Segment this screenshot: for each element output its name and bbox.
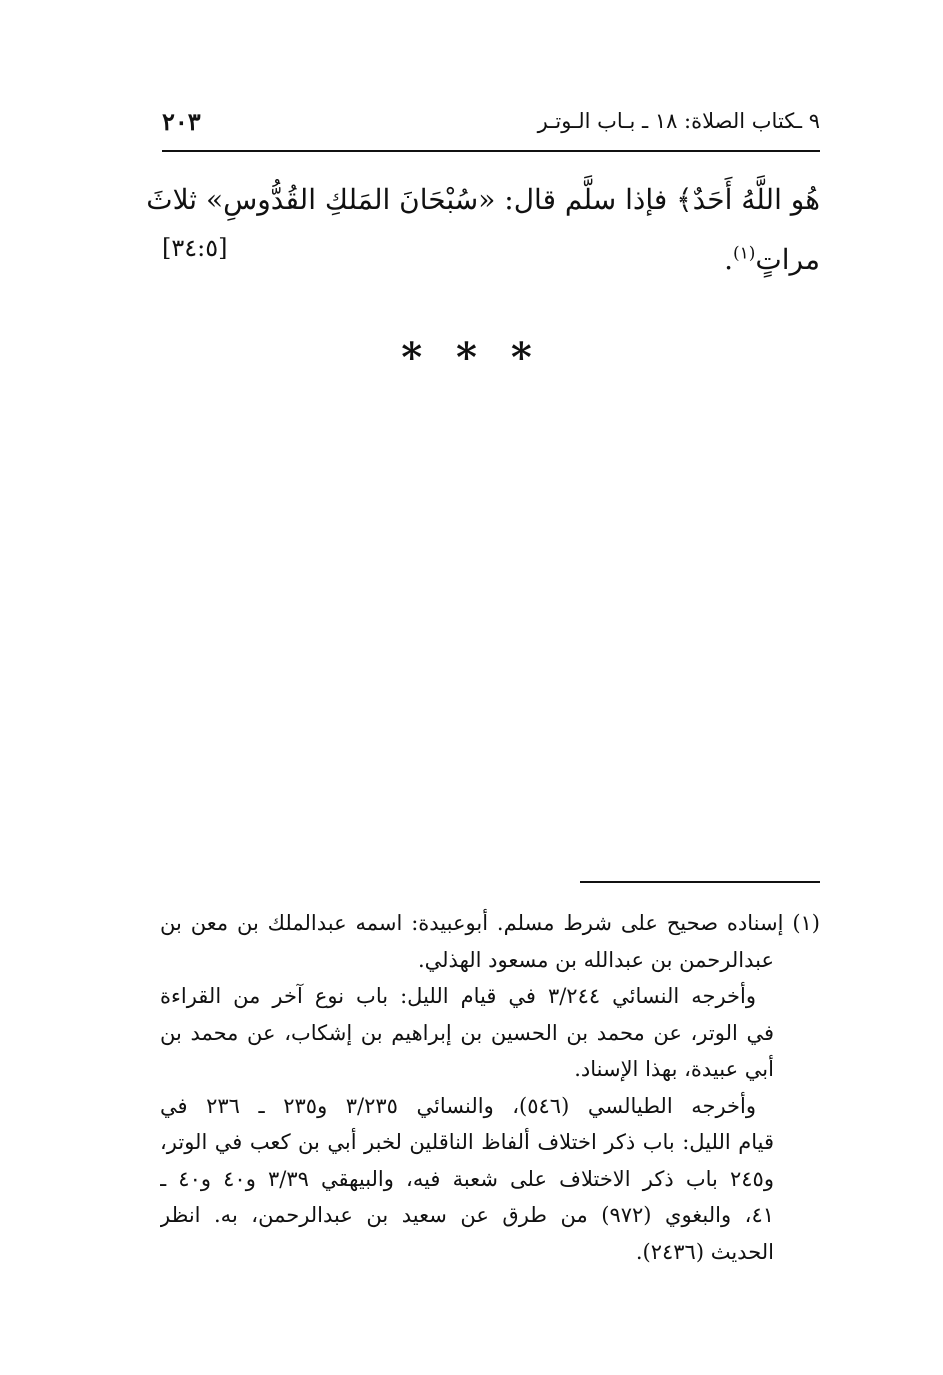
- main-text-word: مراتٍ: [755, 243, 820, 276]
- page-header: [162, 104, 820, 138]
- main-text-period: .: [724, 243, 733, 276]
- footnote-line: في الوتر، عن محمد بن الحسين بن إبراهيم بن إشكاب، عن محمد بن: [160, 1020, 774, 1045]
- running-head: ٩ ـكتاب الصلاة: ١٨ ـ بـاب الـوتـر: [537, 109, 820, 133]
- hadith-reference: [٣٤:٥]: [162, 234, 228, 262]
- footnotes: [160, 905, 820, 1270]
- footnote-rule: [580, 881, 820, 883]
- footnote-line: عبدالرحمن بن عبدالله بن مسعود الهذلي.: [417, 947, 774, 972]
- section-separator: * * *: [401, 334, 542, 381]
- main-text-line-2: [160, 230, 820, 290]
- footnote-line: أبي عبيدة، بهذا الإسناد.: [574, 1057, 774, 1081]
- footnote-line: قيام الليل: باب ذكر اختلاف ألفاظ الناقلين لخبر أبي بن كعب في الوتر،: [160, 1130, 774, 1154]
- page-number: ٢٠٣: [162, 106, 201, 136]
- footnote-line: (١) إسناده صحيح على شرط مسلم. أبوعبيدة: اسمه عبدالملك بن معن بن: [160, 911, 820, 935]
- footnote-line: وأخرجه الطيالسي (٥٤٦)، والنسائي ٣/٢٣٥ و٢٣٥ ـ ٢٣٦ في: [160, 1093, 757, 1118]
- footnote-marker[interactable]: (١): [732, 243, 756, 264]
- header-rule: [162, 150, 820, 152]
- main-text: [146, 170, 820, 290]
- footnote-line: الحديث (٢٤٣٦).: [635, 1239, 774, 1264]
- footnote-line: وأخرجه النسائي ٣/٢٤٤ في قيام الليل: باب نوع آخر من القراءة: [160, 984, 756, 1008]
- footnote-line: و٢٤٥ باب ذكر الاختلاف على شعبة فيه، والبيهقي ٣/٣٩ و٤٠ و٤٠ ـ: [160, 1166, 774, 1191]
- footnote-line: ٤١، والبغوي (٩٧٢) من طرق عن سعيد بن عبدالرحمن، به. انظر: [160, 1203, 774, 1227]
- main-text-line-1: هُو اللَّهُ أَحَدٌ﴾ فإذا سلَّم قال: «سُبْحَانَ المَلكِ القُدُّوسِ» ثلاثَ: [146, 183, 820, 216]
